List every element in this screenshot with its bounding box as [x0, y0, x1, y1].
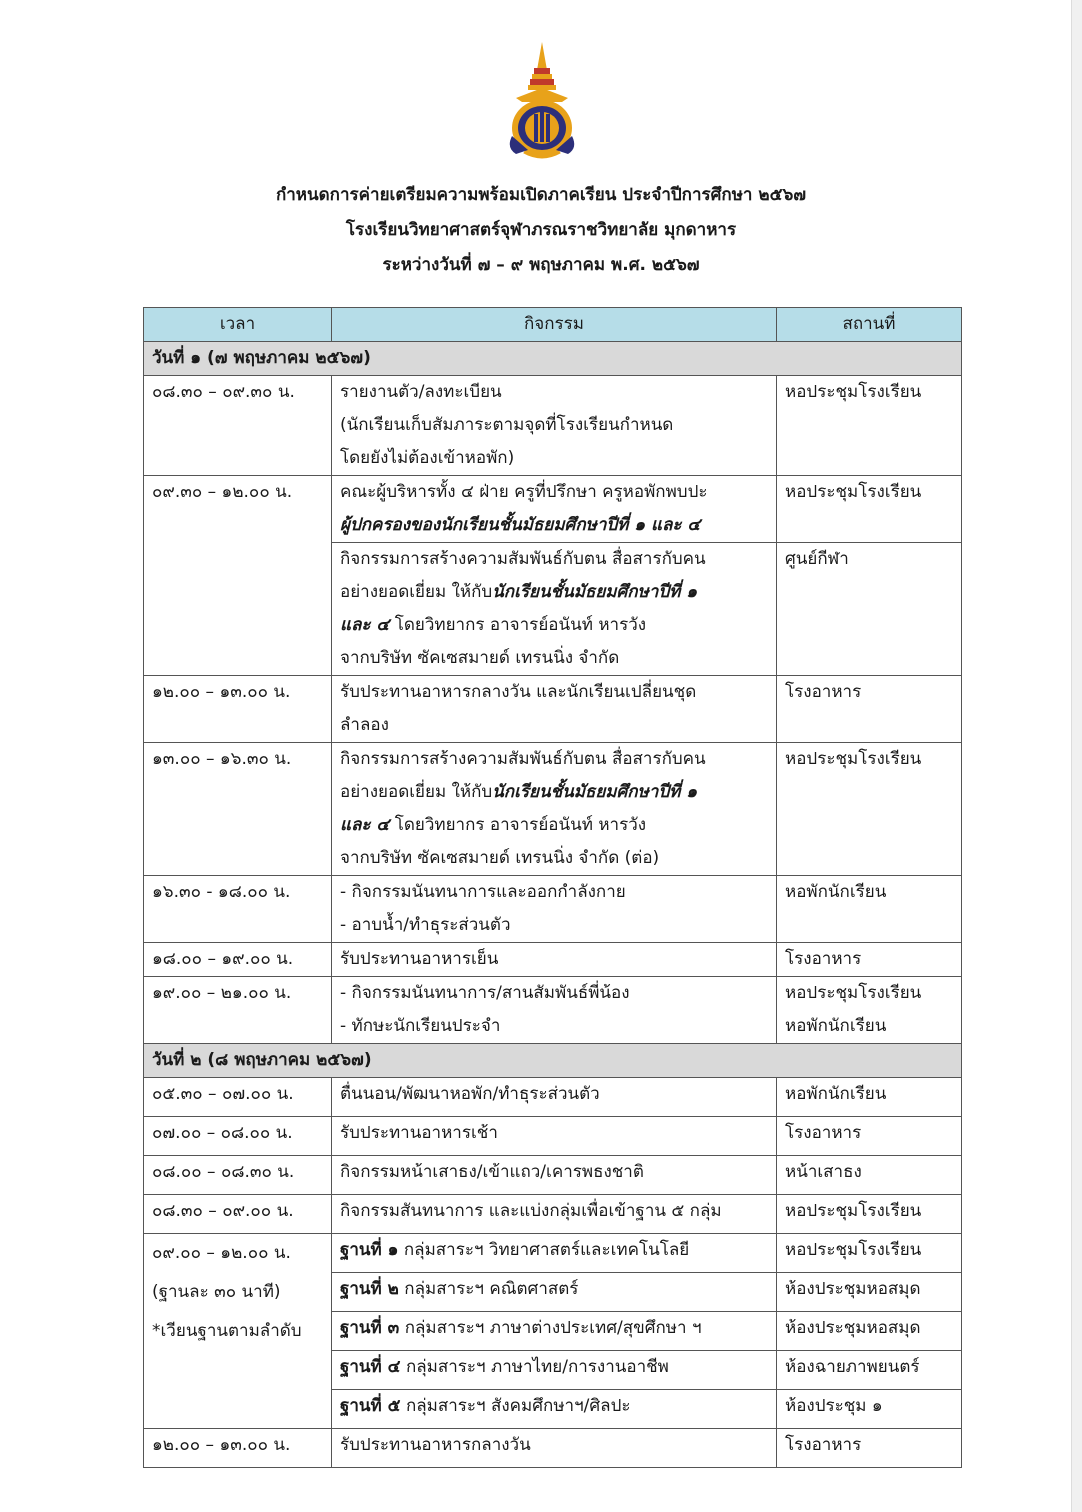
time-cell: ๐๙.๓๐ – ๑๒.๐๐ น.	[144, 476, 332, 676]
activity-cell: กิจกรรมการสร้างความสัมพันธ์กับตน สื่อสารกับคน อย่างยอดเยี่ยม ให้กับนักเรียนชั้นมัธยมศึกษาปีที่ ๑ และ ๔ โดยวิทยากร อาจารย์อนันท์ หารวัง จากบริษัท ซัคเซสมายด์ เทรนนิ่ง จำกัด (ต่อ)	[332, 743, 777, 876]
activity-cell: รายงานตัว/ลงทะเบียน (นักเรียนเก็บสัมภาระตามจุดที่โรงเรียนกำหนด โดยยังไม่ต้องเข้าหอพัก)	[332, 376, 777, 476]
activity-cell: ตื่นนอน/พัฒนาหอพัก/ทำธุระส่วนตัว	[332, 1078, 777, 1117]
place-cell: หอประชุมโรงเรียน	[777, 376, 962, 476]
table-row	[144, 1234, 962, 1273]
time-cell: ๐๘.๐๐ – ๐๘.๓๐ น.	[144, 1156, 332, 1195]
title-line-3: ระหว่างวันที่ ๗ – ๙ พฤษภาคม พ.ศ. ๒๕๖๗	[382, 255, 700, 275]
title-line-2: โรงเรียนวิทยาศาสตร์จุฬาภรณราชวิทยาลัย มุกดาหาร	[345, 220, 737, 240]
table-row	[144, 1195, 962, 1234]
document-header	[0, 178, 1082, 283]
activity-cell: กิจกรรมสันทนาการ และแบ่งกลุ่มเพื่อเข้าฐาน ๕ กลุ่ม	[332, 1195, 777, 1234]
table-header-row	[144, 308, 962, 342]
place-cell: หอประชุมโรงเรียน	[777, 1234, 962, 1273]
time-cell: ๑๒.๐๐ – ๑๓.๐๐ น.	[144, 676, 332, 743]
table-row	[144, 1156, 962, 1195]
table-row	[144, 376, 962, 476]
place-cell: โรงอาหาร	[777, 943, 962, 977]
table-row	[144, 1117, 962, 1156]
base-1-activity: ฐานที่ ๑ กลุ่มสาระฯ วิทยาศาสตร์และเทคโนโลยี	[332, 1234, 777, 1273]
time-cell: ๐๕.๓๐ – ๐๗.๐๐ น.	[144, 1078, 332, 1117]
place-cell: หน้าเสาธง	[777, 1156, 962, 1195]
day-1-row	[144, 342, 962, 376]
place-cell: หอประชุมโรงเรียน หอพักนักเรียน	[777, 977, 962, 1044]
col-header-activity: กิจกรรม	[332, 308, 777, 342]
place-cell: ห้องประชุม ๑	[777, 1390, 962, 1429]
time-cell: ๐๗.๐๐ – ๐๘.๐๐ น.	[144, 1117, 332, 1156]
table-row	[144, 1429, 962, 1468]
table-row	[144, 476, 962, 543]
activity-cell: กิจกรรมการสร้างความสัมพันธ์กับตน สื่อสารกับคน อย่างยอดเยี่ยม ให้กับนักเรียนชั้นมัธยมศึกษาปีที่ ๑ และ ๔ โดยวิทยากร อาจารย์อนันท์ หารวัง จากบริษัท ซัคเซสมายด์ เทรนนิ่ง จำกัด	[332, 543, 777, 676]
base-4-activity: ฐานที่ ๔ กลุ่มสาระฯ ภาษาไทย/การงานอาชีพ	[332, 1351, 777, 1390]
place-cell: หอพักนักเรียน	[777, 1078, 962, 1117]
time-cell: ๐๙.๐๐ – ๑๒.๐๐ น. (ฐานละ ๓๐ นาที) *เวียนฐานตามลำดับ	[144, 1234, 332, 1429]
activity-cell: - กิจกรรมนันทนาการ/สานสัมพันธ์พี่น้อง - ทักษะนักเรียนประจำ	[332, 977, 777, 1044]
place-cell: หอประชุมโรงเรียน	[777, 1195, 962, 1234]
day-2-label: วันที่ ๒ (๘ พฤษภาคม ๒๕๖๗)	[144, 1044, 962, 1078]
activity-cell: - กิจกรรมนันทนาการและออกกำลังกาย - อาบน้ำ/ทำธุระส่วนตัว	[332, 876, 777, 943]
schedule-table	[143, 307, 962, 1468]
activity-cell: รับประทานอาหารเช้า	[332, 1117, 777, 1156]
day-2-row	[144, 1044, 962, 1078]
place-cell: ห้องฉายภาพยนตร์	[777, 1351, 962, 1390]
table-row	[144, 1078, 962, 1117]
base-3-activity: ฐานที่ ๓ กลุ่มสาระฯ ภาษาต่างประเทศ/สุขศึกษา ฯ	[332, 1312, 777, 1351]
day-1-label: วันที่ ๑ (๗ พฤษภาคม ๒๕๖๗)	[144, 342, 962, 376]
base-2-activity: ฐานที่ ๒ กลุ่มสาระฯ คณิตศาสตร์	[332, 1273, 777, 1312]
table-row	[144, 676, 962, 743]
activity-cell: รับประทานอาหารกลางวัน และนักเรียนเปลี่ยนชุด ลำลอง	[332, 676, 777, 743]
school-crest-icon	[506, 40, 578, 162]
activity-cell: กิจกรรมหน้าเสาธง/เข้าแถว/เคารพธงชาติ	[332, 1156, 777, 1195]
place-cell: หอพักนักเรียน	[777, 876, 962, 943]
time-cell: ๑๖.๓๐ - ๑๘.๐๐ น.	[144, 876, 332, 943]
base-5-activity: ฐานที่ ๕ กลุ่มสาระฯ สังคมศึกษาฯ/ศิลปะ	[332, 1390, 777, 1429]
table-row	[144, 743, 962, 876]
time-cell: ๑๙.๐๐ – ๒๑.๐๐ น.	[144, 977, 332, 1044]
place-cell: โรงอาหาร	[777, 1429, 962, 1468]
place-cell: ห้องประชุมหอสมุด	[777, 1312, 962, 1351]
place-cell: ห้องประชุมหอสมุด	[777, 1273, 962, 1312]
time-cell: ๑๓.๐๐ – ๑๖.๓๐ น.	[144, 743, 332, 876]
table-row	[144, 943, 962, 977]
place-cell: หอประชุมโรงเรียน	[777, 476, 962, 543]
place-cell: หอประชุมโรงเรียน	[777, 743, 962, 876]
time-cell: ๑๘.๐๐ – ๑๙.๐๐ น.	[144, 943, 332, 977]
table-row	[144, 977, 962, 1044]
title-line-1: กำหนดการค่ายเตรียมความพร้อมเปิดภาคเรียน ประจำปีการศึกษา ๒๕๖๗	[275, 185, 807, 205]
place-cell: ศูนย์กีฬา	[777, 543, 962, 676]
col-header-place: สถานที่	[777, 308, 962, 342]
activity-cell: คณะผู้บริหารทั้ง ๔ ฝ่าย ครูที่ปรึกษา ครูหอพักพบปะ ผู้ปกครองของนักเรียนชั้นมัธยมศึกษาปีที่ ๑ และ ๔	[332, 476, 777, 543]
activity-cell: รับประทานอาหารกลางวัน	[332, 1429, 777, 1468]
time-cell: ๑๒.๐๐ – ๑๓.๐๐ น.	[144, 1429, 332, 1468]
activity-cell: รับประทานอาหารเย็น	[332, 943, 777, 977]
time-cell: ๐๘.๓๐ – ๐๙.๐๐ น.	[144, 1195, 332, 1234]
place-cell: โรงอาหาร	[777, 1117, 962, 1156]
table-row	[144, 876, 962, 943]
place-cell: โรงอาหาร	[777, 676, 962, 743]
col-header-time: เวลา	[144, 308, 332, 342]
time-cell: ๐๘.๓๐ – ๐๙.๓๐ น.	[144, 376, 332, 476]
